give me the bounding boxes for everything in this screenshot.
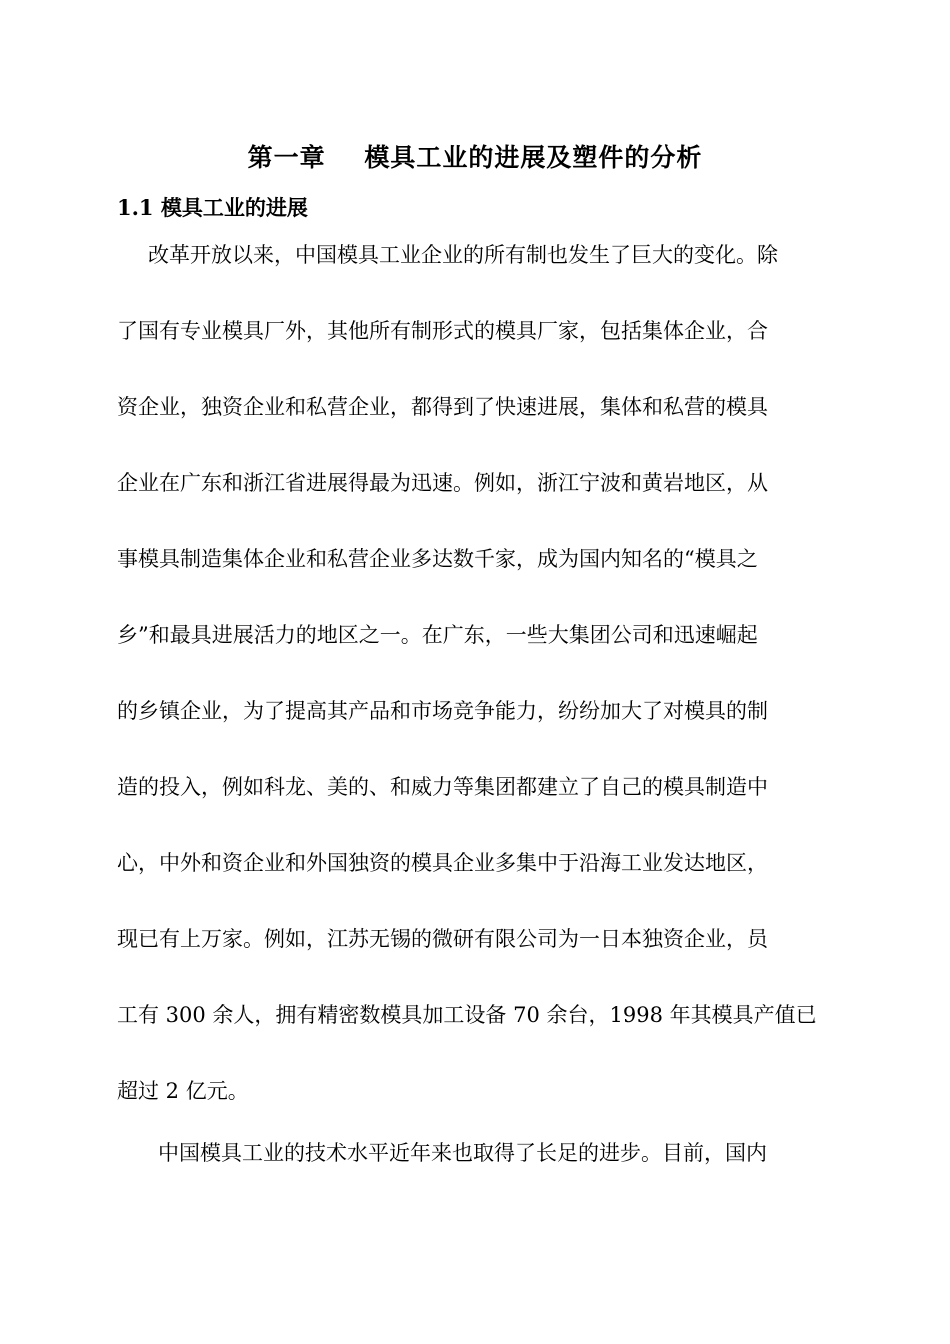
paragraph-line: 改革开放以来，中国模具工业企业的所有制也发生了巨大的变化。除 [148,243,778,267]
paragraph-line: 心，中外和资企业和外国独资的模具企业多集中于沿海工业发达地区， [117,851,768,875]
paragraph-line: 工有 300 余人，拥有精密数模具加工设备 70 余台，1998 年其模具产值已 [117,1003,817,1027]
paragraph-line: 乡”和最具进展活力的地区之一。在广东，一些大集团公司和迅速崛起 [117,623,758,647]
paragraph-line: 了国有专业模具厂外，其他所有制形式的模具厂家，包括集体企业，合 [117,319,768,343]
section-heading: 1.1 模具工业的进展 [117,195,308,220]
paragraph-line: 事模具制造集体企业和私营企业多达数千家，成为国内知名的“模具之 [117,547,758,571]
chapter-title: 第一章 模具工业的进展及塑件的分析 [247,143,703,172]
paragraph-line: 超过 2 亿元。 [117,1079,249,1103]
paragraph-line: 现已有上万家。例如，江苏无锡的微研有限公司为一日本独资企业，员 [117,927,768,951]
paragraph-line: 资企业，独资企业和私营企业，都得到了快速进展，集体和私营的模具 [117,395,768,419]
paragraph-line: 的乡镇企业，为了提高其产品和市场竞争能力，纷纷加大了对模具的制 [117,699,768,723]
paragraph-line: 中国模具工业的技术水平近年来也取得了长足的进步。目前，国内 [158,1141,767,1165]
paragraph-line: 造的投入，例如科龙、美的、和威力等集团都建立了自己的模具制造中 [117,775,768,799]
paragraph-line: 企业在广东和浙江省进展得最为迅速。例如，浙江宁波和黄岩地区，从 [117,471,768,495]
